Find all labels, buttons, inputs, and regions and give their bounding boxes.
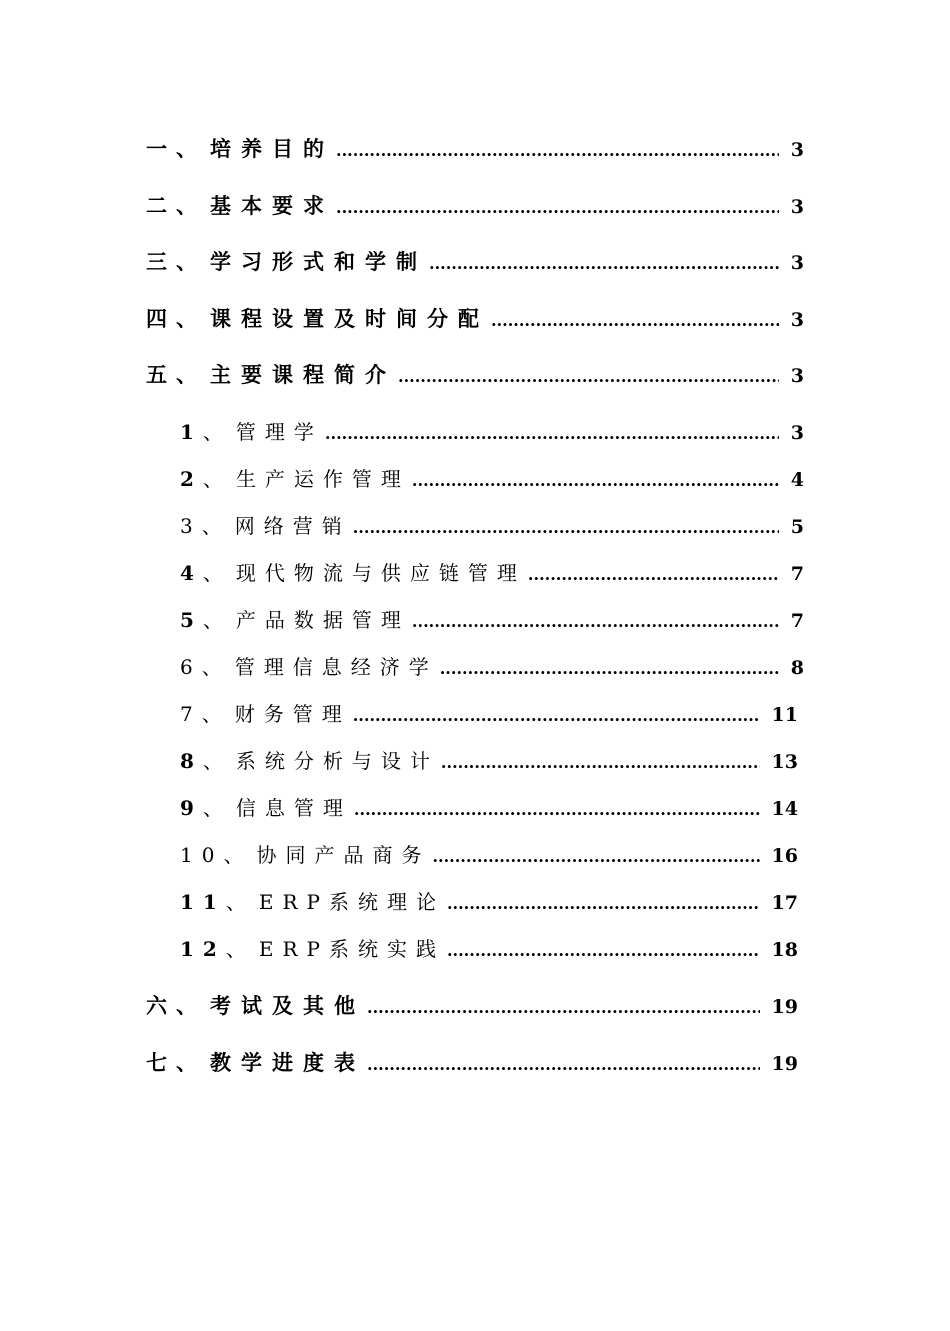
toc-number: 4 bbox=[180, 561, 203, 585]
toc-leader-dots bbox=[367, 993, 760, 1023]
toc-title: 课程设置及时间分配 bbox=[210, 306, 489, 331]
toc-number: 12 bbox=[180, 937, 226, 961]
toc-leader-dots bbox=[528, 560, 779, 590]
toc-leader-dots bbox=[336, 136, 779, 166]
toc-entry[interactable] bbox=[146, 991, 798, 1021]
toc-page-number: 3 bbox=[790, 196, 804, 218]
toc-subentry[interactable] bbox=[180, 417, 804, 447]
toc-leader-dots bbox=[354, 795, 760, 825]
toc-leader-dots bbox=[491, 306, 779, 336]
toc-page-number: 3 bbox=[790, 365, 804, 387]
toc-entry[interactable] bbox=[146, 304, 804, 334]
toc-separator: 、 bbox=[176, 993, 206, 1018]
toc-entry[interactable] bbox=[146, 134, 804, 164]
toc-number: 11 bbox=[180, 890, 226, 914]
toc-subentry[interactable] bbox=[180, 652, 804, 682]
toc-separator: 、 bbox=[176, 362, 206, 387]
toc-leader-dots bbox=[336, 193, 779, 223]
toc-separator: 、 bbox=[202, 561, 232, 585]
toc-number: 6 bbox=[180, 655, 202, 679]
toc-leader-dots bbox=[432, 842, 759, 872]
toc-page-number: 5 bbox=[790, 516, 804, 538]
toc-page-number: 11 bbox=[771, 704, 798, 726]
toc-title: 网络营销 bbox=[234, 514, 351, 538]
toc-title: 考试及其他 bbox=[210, 993, 365, 1018]
toc-leader-dots bbox=[412, 607, 779, 637]
toc-page-number: 17 bbox=[771, 892, 798, 914]
toc-title: 管理信息经济学 bbox=[234, 655, 438, 679]
toc-leader-dots bbox=[398, 362, 779, 392]
toc-separator: 、 bbox=[223, 843, 253, 867]
toc-subentry[interactable] bbox=[180, 840, 798, 870]
toc-number: 六 bbox=[146, 993, 176, 1018]
toc-page-number: 4 bbox=[790, 469, 804, 491]
toc-subentry[interactable] bbox=[180, 934, 798, 964]
toc-subentry[interactable] bbox=[180, 699, 798, 729]
toc-separator: 、 bbox=[201, 702, 231, 726]
toc-entry[interactable] bbox=[146, 1048, 798, 1078]
toc-leader-dots bbox=[441, 748, 760, 778]
toc-page-number: 7 bbox=[790, 610, 804, 632]
toc-separator: 、 bbox=[201, 514, 231, 538]
toc-title: 信息管理 bbox=[235, 796, 352, 820]
toc-separator: 、 bbox=[225, 937, 255, 961]
toc-leader-dots bbox=[440, 654, 779, 684]
toc-number: 10 bbox=[180, 843, 224, 867]
toc-page-number: 18 bbox=[771, 939, 798, 961]
toc-separator: 、 bbox=[176, 306, 206, 331]
toc-separator: 、 bbox=[202, 420, 232, 444]
toc-leader-dots bbox=[353, 513, 779, 543]
toc-number: 二 bbox=[146, 193, 176, 218]
toc-title: 财务管理 bbox=[234, 702, 351, 726]
toc-entry[interactable] bbox=[146, 247, 804, 277]
toc-separator: 、 bbox=[176, 193, 206, 218]
toc-title: 协同产品商务 bbox=[256, 843, 431, 867]
toc-title: 培养目的 bbox=[210, 136, 334, 161]
toc-subentry[interactable] bbox=[180, 793, 798, 823]
toc-number: 五 bbox=[146, 362, 176, 387]
toc-title: ERP系统理论 bbox=[258, 890, 445, 914]
toc-subentry[interactable] bbox=[180, 511, 804, 541]
toc-leader-dots bbox=[353, 701, 760, 731]
toc-entry[interactable] bbox=[146, 191, 804, 221]
toc-page-number: 19 bbox=[771, 996, 798, 1018]
toc-subentry[interactable] bbox=[180, 605, 804, 635]
toc-page-number: 8 bbox=[790, 657, 804, 679]
toc-page-number: 3 bbox=[790, 252, 804, 274]
toc-title: 教学进度表 bbox=[210, 1050, 365, 1075]
toc-subentry[interactable] bbox=[180, 464, 804, 494]
toc-number: 1 bbox=[180, 420, 203, 444]
toc-page-number: 16 bbox=[771, 845, 798, 867]
toc-number: 2 bbox=[180, 467, 203, 491]
toc-number: 3 bbox=[180, 514, 202, 538]
toc-number: 8 bbox=[180, 749, 203, 773]
toc-title: 基本要求 bbox=[210, 193, 334, 218]
toc-separator: 、 bbox=[201, 655, 231, 679]
toc-leader-dots bbox=[325, 419, 779, 449]
toc-page-number: 13 bbox=[771, 751, 798, 773]
toc-title: 管理学 bbox=[235, 420, 323, 444]
toc-subentry[interactable] bbox=[180, 887, 798, 917]
toc-leader-dots bbox=[412, 466, 779, 496]
toc-page-number: 3 bbox=[790, 309, 804, 331]
toc-entry[interactable] bbox=[146, 360, 804, 390]
toc-subentry[interactable] bbox=[180, 746, 798, 776]
toc-separator: 、 bbox=[202, 749, 232, 773]
toc-title: 学习形式和学制 bbox=[210, 249, 427, 274]
toc-separator: 、 bbox=[202, 608, 232, 632]
toc-number: 三 bbox=[146, 249, 176, 274]
toc-title: 现代物流与供应链管理 bbox=[235, 561, 526, 585]
toc-number: 9 bbox=[180, 796, 203, 820]
toc-number: 一 bbox=[146, 136, 176, 161]
toc-number: 七 bbox=[146, 1050, 176, 1075]
toc-number: 7 bbox=[180, 702, 202, 726]
toc-number: 5 bbox=[180, 608, 203, 632]
toc-number: 四 bbox=[146, 306, 176, 331]
toc-separator: 、 bbox=[176, 249, 206, 274]
toc-leader-dots bbox=[447, 936, 760, 966]
toc-page-number: 3 bbox=[790, 139, 804, 161]
toc-separator: 、 bbox=[202, 796, 232, 820]
toc-separator: 、 bbox=[202, 467, 232, 491]
toc-page-number: 14 bbox=[771, 798, 798, 820]
toc-page-number: 7 bbox=[790, 563, 804, 585]
toc-title: 主要课程简介 bbox=[210, 362, 396, 387]
toc-leader-dots bbox=[447, 889, 760, 919]
toc-page-number: 3 bbox=[790, 422, 804, 444]
toc-title: 产品数据管理 bbox=[235, 608, 410, 632]
toc-title: ERP系统实践 bbox=[258, 937, 445, 961]
toc-title: 生产运作管理 bbox=[235, 467, 410, 491]
toc-separator: 、 bbox=[225, 890, 255, 914]
toc-leader-dots bbox=[367, 1050, 760, 1080]
toc-leader-dots bbox=[429, 249, 779, 279]
toc-separator: 、 bbox=[176, 1050, 206, 1075]
toc-subentry[interactable] bbox=[180, 558, 804, 588]
toc-page-number: 19 bbox=[771, 1053, 798, 1075]
toc-separator: 、 bbox=[176, 136, 206, 161]
toc-title: 系统分析与设计 bbox=[235, 749, 439, 773]
